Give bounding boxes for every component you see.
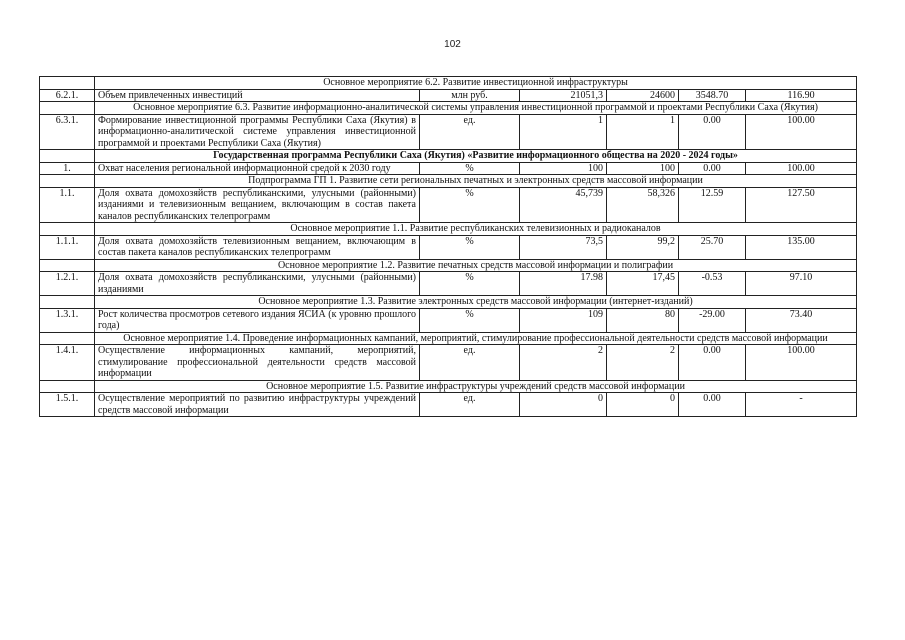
deviation-cell: 0.00 <box>679 393 746 417</box>
indicator-name-cell: Рост количества просмотров сетевого издания ЯСИА (к уровню прошлого года) <box>95 308 420 332</box>
percent-cell: 97.10 <box>746 272 857 296</box>
section-heading: Государственная программа Республики Саха (Якутия) «Развитие информационного общества на 2020 - 2024 годы» <box>95 150 857 163</box>
row-number-cell: 1.1. <box>40 187 95 223</box>
section-number-cell <box>40 332 95 345</box>
section-heading: Основное мероприятие 1.1. Развитие республиканских телевизионных и радиоканалов <box>95 223 857 236</box>
row-number-cell: 6.2.1. <box>40 89 95 102</box>
plan-value-cell: 109 <box>520 308 607 332</box>
unit-cell: % <box>420 308 520 332</box>
row-number-cell: 1.3.1. <box>40 308 95 332</box>
percent-cell: 135.00 <box>746 235 857 259</box>
table-row <box>40 162 857 175</box>
table-row <box>40 114 857 150</box>
table-row <box>40 345 857 381</box>
percent-cell: - <box>746 393 857 417</box>
section-heading: Основное мероприятие 1.2. Развитие печатных средств массовой информации и полиграфии <box>95 259 857 272</box>
deviation-cell: 0.00 <box>679 114 746 150</box>
indicator-name-cell: Доля охвата домохозяйств республиканскими, улусными (районными) изданиями и телевизионным вещанием, включающим в состав пакета каналов республиканских телепрограмм <box>95 187 420 223</box>
section-number-cell <box>40 102 95 115</box>
indicators-table <box>39 76 857 417</box>
indicator-name-cell: Доля охвата домохозяйств телевизионным вещанием, включающим в состав пакета каналов республиканских телепрограмм <box>95 235 420 259</box>
section-row <box>40 102 857 115</box>
table-row <box>40 393 857 417</box>
unit-cell: % <box>420 235 520 259</box>
section-number-cell <box>40 77 95 90</box>
table-row <box>40 235 857 259</box>
plan-value-cell: 1 <box>520 114 607 150</box>
fact-value-cell: 2 <box>607 345 679 381</box>
fact-value-cell: 100 <box>607 162 679 175</box>
page-number: 102 <box>444 39 461 50</box>
row-number-cell: 1.5.1. <box>40 393 95 417</box>
section-heading: Основное мероприятие 1.5. Развитие инфраструктуры учреждений средств массовой информации <box>95 380 857 393</box>
section-heading: Подпрограмма ГП 1. Развитие сети региональных печатных и электронных средств массовой информации <box>95 175 857 188</box>
indicator-name-cell: Формирование инвестиционной программы Республики Саха (Якутия) в информационно-аналитической системе управления инвестиционной программой и проектами Республики Саха (Якутия) <box>95 114 420 150</box>
indicator-name-cell: Доля охвата домохозяйств республиканскими, улусными (районными) изданиями <box>95 272 420 296</box>
fact-value-cell: 58,326 <box>607 187 679 223</box>
indicator-name-cell: Осуществление мероприятий по развитию инфраструктуры учреждений средств массовой информации <box>95 393 420 417</box>
section-row <box>40 175 857 188</box>
percent-cell: 73.40 <box>746 308 857 332</box>
section-heading: Основное мероприятие 1.4. Проведение информационных кампаний, мероприятий, стимулирование профессиональной деятельности средств массовой информации <box>95 332 857 345</box>
section-heading: Основное мероприятие 6.3. Развитие информационно-аналитической системы управления инвестиционной программой и проектами Республики Саха (Якутия) <box>95 102 857 115</box>
unit-cell: % <box>420 187 520 223</box>
plan-value-cell: 2 <box>520 345 607 381</box>
section-heading: Основное мероприятие 6.2. Развитие инвестиционной инфраструктуры <box>95 77 857 90</box>
plan-value-cell: 45,739 <box>520 187 607 223</box>
fact-value-cell: 80 <box>607 308 679 332</box>
table-row <box>40 187 857 223</box>
plan-value-cell: 100 <box>520 162 607 175</box>
indicator-name-cell: Объем привлеченных инвестиций <box>95 89 420 102</box>
section-row <box>40 77 857 90</box>
section-number-cell <box>40 259 95 272</box>
deviation-cell: 12.59 <box>679 187 746 223</box>
section-number-cell <box>40 380 95 393</box>
unit-cell: % <box>420 162 520 175</box>
section-row <box>40 296 857 309</box>
section-row <box>40 380 857 393</box>
plan-value-cell: 17.98 <box>520 272 607 296</box>
deviation-cell: -29.00 <box>679 308 746 332</box>
row-number-cell: 1. <box>40 162 95 175</box>
deviation-cell: 0.00 <box>679 345 746 381</box>
fact-value-cell: 1 <box>607 114 679 150</box>
deviation-cell: -0.53 <box>679 272 746 296</box>
percent-cell: 100.00 <box>746 162 857 175</box>
percent-cell: 100.00 <box>746 114 857 150</box>
fact-value-cell: 0 <box>607 393 679 417</box>
section-number-cell <box>40 175 95 188</box>
plan-value-cell: 0 <box>520 393 607 417</box>
plan-value-cell: 21051,3 <box>520 89 607 102</box>
unit-cell: % <box>420 272 520 296</box>
unit-cell: млн руб. <box>420 89 520 102</box>
section-row <box>40 150 857 163</box>
plan-value-cell: 73,5 <box>520 235 607 259</box>
table-row <box>40 272 857 296</box>
table-row <box>40 308 857 332</box>
deviation-cell: 25.70 <box>679 235 746 259</box>
deviation-cell: 0.00 <box>679 162 746 175</box>
unit-cell: ед. <box>420 393 520 417</box>
row-number-cell: 6.3.1. <box>40 114 95 150</box>
percent-cell: 116.90 <box>746 89 857 102</box>
row-number-cell: 1.4.1. <box>40 345 95 381</box>
fact-value-cell: 99,2 <box>607 235 679 259</box>
row-number-cell: 1.1.1. <box>40 235 95 259</box>
percent-cell: 127.50 <box>746 187 857 223</box>
section-number-cell <box>40 296 95 309</box>
table-row <box>40 89 857 102</box>
fact-value-cell: 17,45 <box>607 272 679 296</box>
fact-value-cell: 24600 <box>607 89 679 102</box>
indicator-name-cell: Осуществление информационных кампаний, мероприятий, стимулирование профессиональной деятельности средств массовой информации <box>95 345 420 381</box>
unit-cell: ед. <box>420 114 520 150</box>
section-row <box>40 223 857 236</box>
section-row <box>40 332 857 345</box>
percent-cell: 100.00 <box>746 345 857 381</box>
section-number-cell <box>40 223 95 236</box>
deviation-cell: 3548.70 <box>679 89 746 102</box>
indicator-name-cell: Охват населения региональной информационной средой к 2030 году <box>95 162 420 175</box>
section-row <box>40 259 857 272</box>
section-number-cell <box>40 150 95 163</box>
row-number-cell: 1.2.1. <box>40 272 95 296</box>
unit-cell: ед. <box>420 345 520 381</box>
section-heading: Основное мероприятие 1.3. Развитие электронных средств массовой информации (интернет-изданий) <box>95 296 857 309</box>
